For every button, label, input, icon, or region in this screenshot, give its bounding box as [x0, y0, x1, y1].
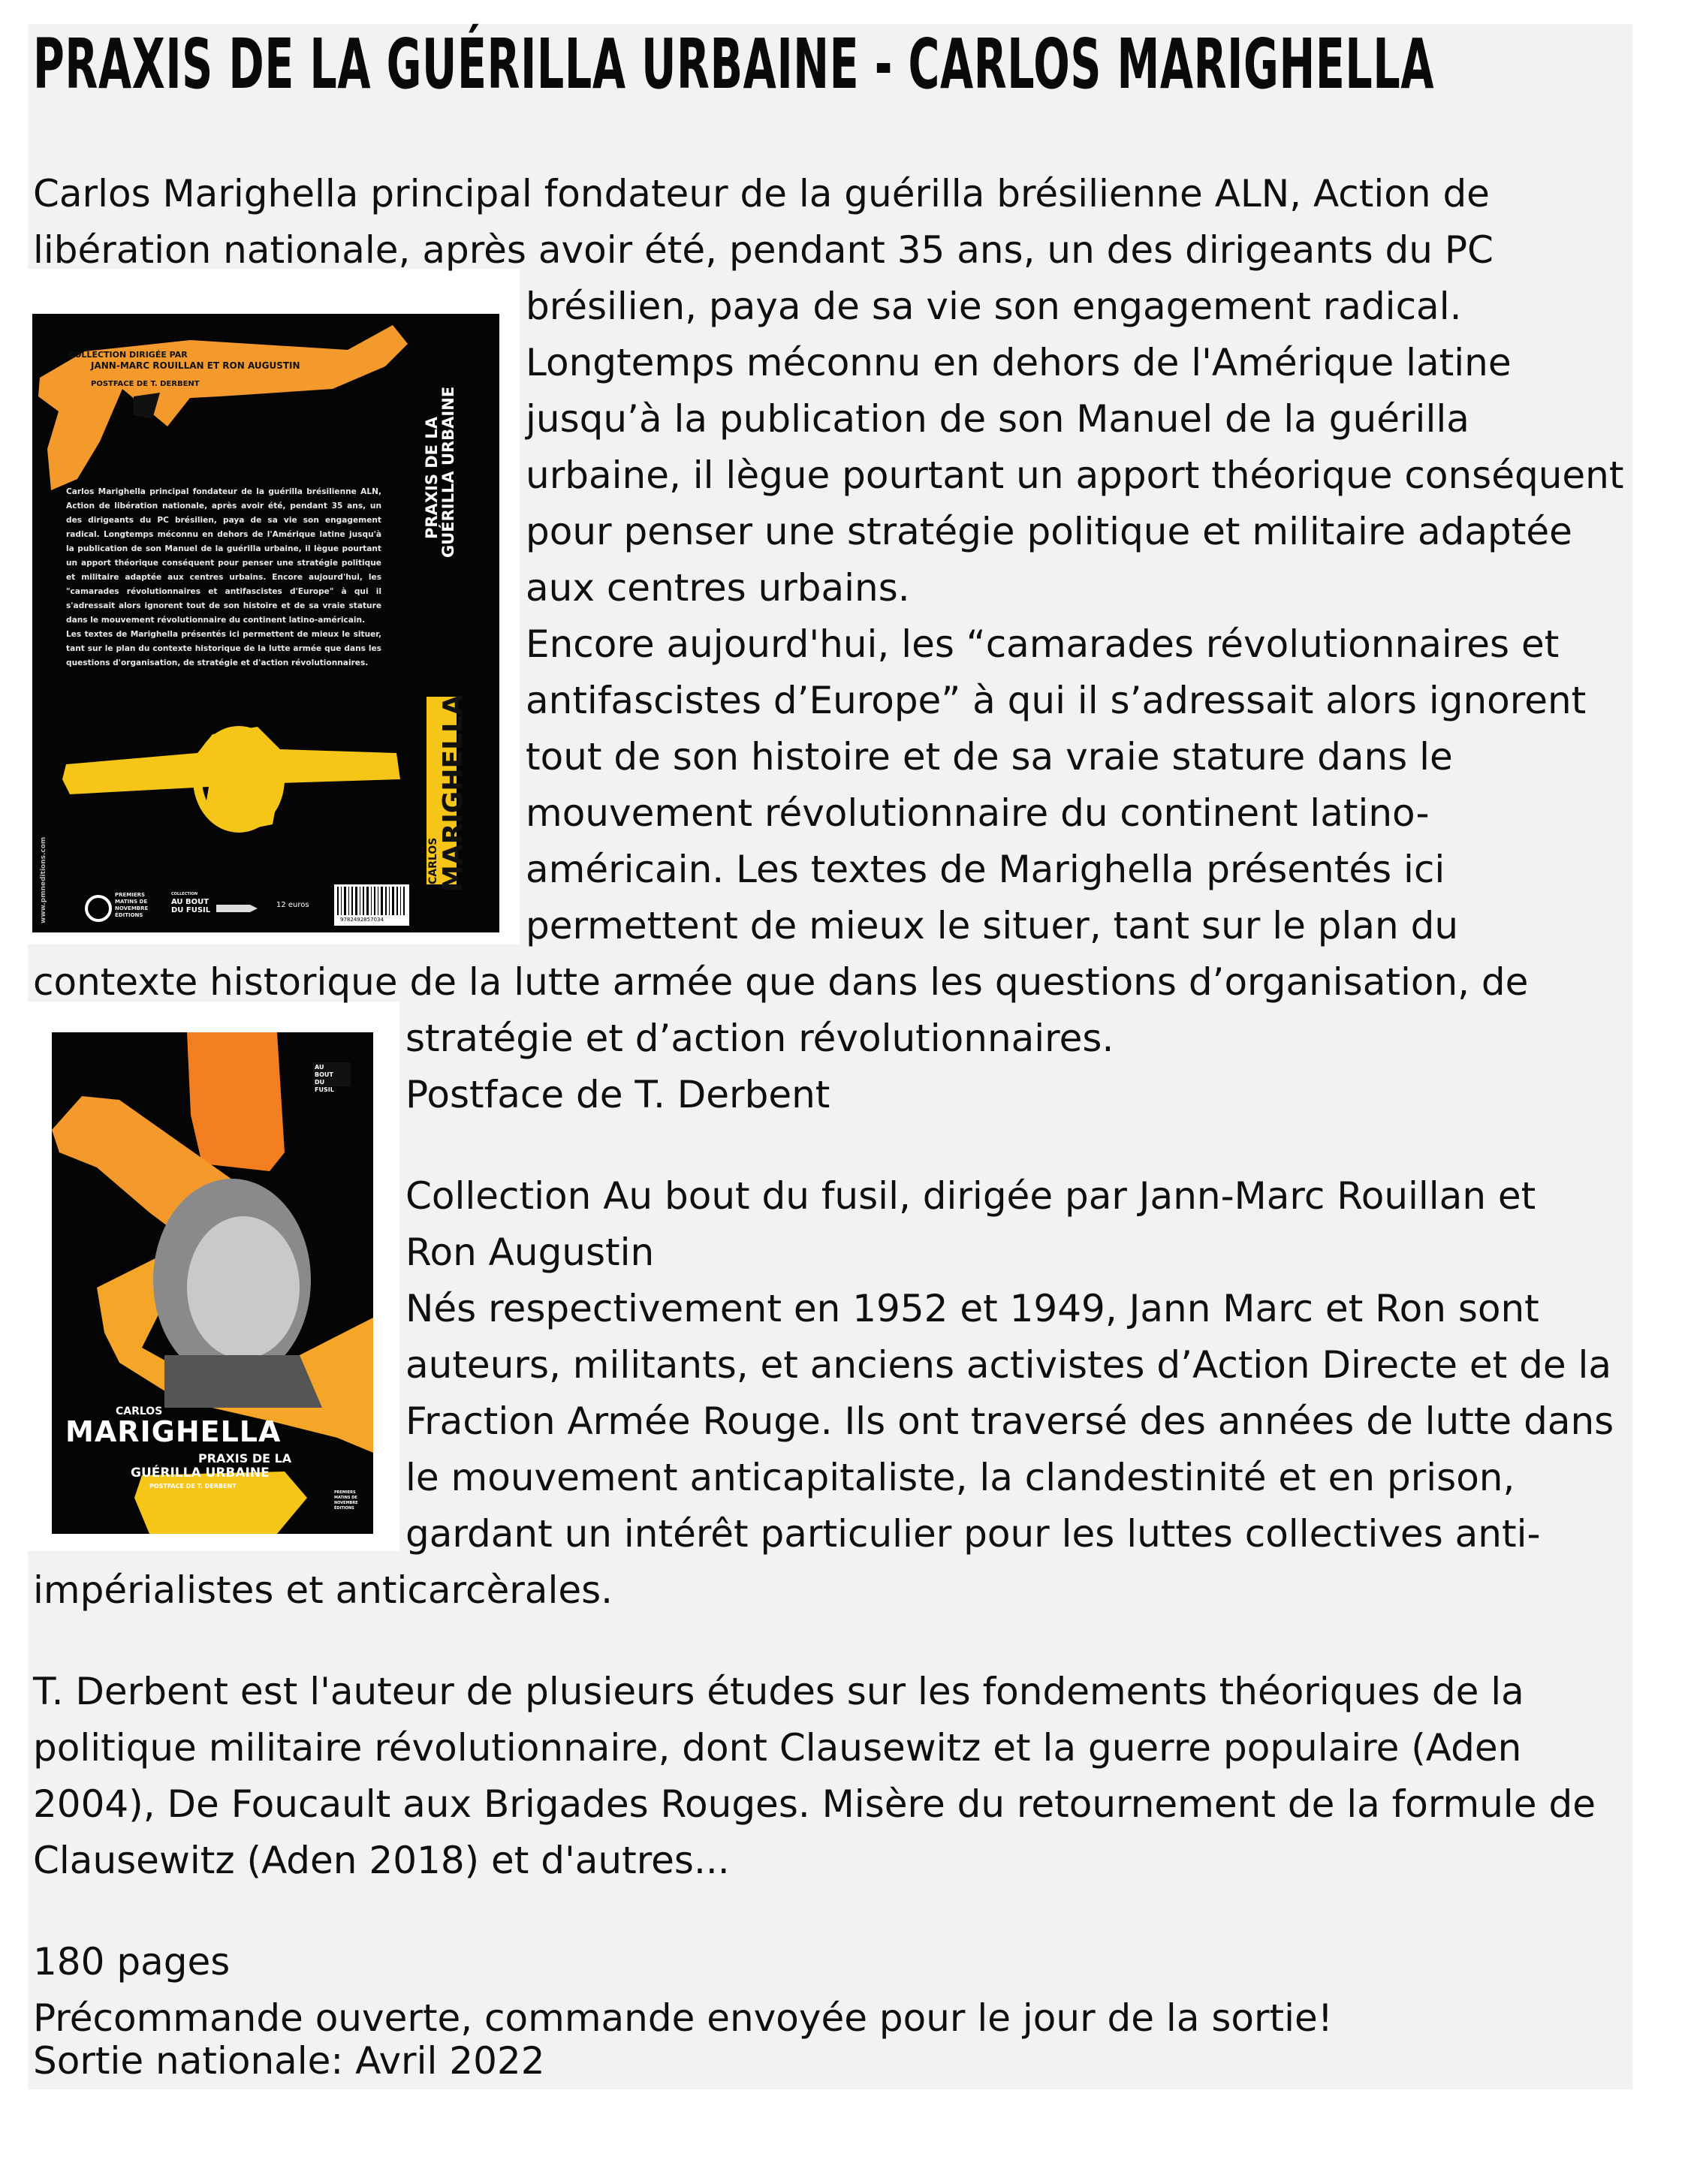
body-line: Encore aujourd'hui, les “camarades révolutionnaires et [526, 622, 1560, 666]
body-line: brésilien, paya de sa vie son engagement radical. [526, 285, 1462, 328]
body-line: Précommande ouverte, commande envoyée pour le jour de la sortie! [33, 1996, 1333, 2040]
body-line: Clausewitz (Aden 2018) et d'autres... [33, 1839, 730, 1882]
back-website: www.pmneditions.com [40, 836, 47, 923]
front-cover-image[interactable] [52, 1032, 373, 1534]
body-line: jusqu’à la publication de son Manuel de la guérilla [526, 397, 1469, 441]
back-collection-line1: COLLECTION DIRIGÉE PAR [68, 350, 188, 360]
portrait-face [187, 1216, 300, 1359]
body-line: impérialistes et anticarcèrales. [33, 1568, 613, 1612]
article-title: PRAXIS DE LA GUÉRILLA URBAINE - CARLOS MARIGHELLA [33, 24, 1435, 104]
back-blurb [66, 485, 381, 670]
body-line: Fraction Armée Rouge. Ils ont traversé des années de lutte dans [405, 1399, 1614, 1443]
back-isbn: 9782492857034 [340, 917, 384, 923]
yellow-brush-stroke [62, 727, 400, 832]
body-line: antifascistes d’Europe” à qui il s’adressait alors ignorent [526, 679, 1587, 722]
portrait-shoulders [164, 1355, 322, 1408]
back-blurb-p2: Les textes de Marighella présentés ici permettent de mieux le situer, tant sur le plan du contexte historique de la lutte armée que dans les questions d'organisation, de stratégie et d'action révolutionnaires. [66, 630, 381, 667]
spine-title-1: PRAXIS DE LA [423, 417, 441, 539]
body-line: urbaine, il lègue pourtant un apport théorique conséquent [526, 453, 1624, 497]
front-author-first: CARLOS [116, 1405, 163, 1417]
body-line: Sortie nationale: Avril 2022 [33, 2039, 545, 2083]
front-author-last: MARIGHELLA [65, 1415, 282, 1448]
back-collection-logo-small: COLLECTION [171, 892, 198, 896]
body-line: pour penser une stratégie politique et militaire adaptée [526, 510, 1572, 553]
body-line: gardant un intérêt particulier pour les luttes collectives anti- [405, 1512, 1541, 1556]
body-line: 2004), De Foucault aux Brigades Rouges. Misère du retournement de la formule de [33, 1782, 1596, 1826]
body-line: permettent de mieux le situer, tant sur le plan du [526, 904, 1459, 947]
back-price: 12 euros [276, 901, 309, 909]
body-line: aux centres urbains. [526, 566, 910, 610]
body-line: le mouvement anticapitaliste, la clandestinité et en prison, [405, 1456, 1515, 1499]
body-line: Longtemps méconnu en dehors de l'Amérique latine [526, 341, 1512, 384]
body-line: mouvement révolutionnaire du continent latino- [526, 791, 1430, 835]
front-publisher: PREMIERS MATINS DE NOVEMBRE ÉDITIONS [334, 1490, 358, 1511]
body-line: Nés respectivement en 1952 et 1949, Jann Marc et Ron sont [405, 1287, 1539, 1330]
body-line: politique militaire révolutionnaire, dont Clausewitz et la guerre populaire (Aden [33, 1726, 1522, 1770]
body-line: contexte historique de la lutte armée que dans les questions d’organisation, de [33, 960, 1529, 1004]
back-collection-logo: AU BOUT DU FUSIL [171, 898, 211, 914]
back-collection-line2: JANN-MARC ROUILLAN ET RON AUGUSTIN [91, 360, 300, 371]
front-title-2: GUÉRILLA URBAINE [131, 1466, 270, 1481]
yellow-lower-stroke [134, 1472, 307, 1534]
body-line: tout de son histoire et de sa vraie stature dans le [526, 735, 1453, 779]
spine-author-last: MARIGHELLA [438, 694, 469, 892]
body-line: libération nationale, après avoir été, pendant 35 ans, un des dirigeants du PC [33, 228, 1494, 272]
front-title-1: PRAXIS DE LA [198, 1451, 292, 1466]
back-postface: POSTFACE DE T. DERBENT [91, 380, 200, 388]
publisher-logo-icon [86, 896, 110, 920]
back-blurb-p1: Carlos Marighella principal fondateur de la guérilla brésilienne ALN, Action de libération nationale, après avoir été, pendant 35 ans, un des dirigeants du PC brésilien, paya de sa vie son engagement radical. Longtemps méconnu en dehors de l'Amérique latine jusqu'à la publication de son Manuel de la guérilla urbaine, il lègue pourtant un apport théorique conséquent pour penser une stratégie politique et militaire adaptée aux centres urbains. Encore aujourd'hui, les "camarades révolutionnaires et antifascistes d'Europe" à qui il s'adressait alors ignorent tout de son histoire et de sa vraie stature dans le mouvement révolutionnaire du continent latino-américain. [66, 487, 381, 625]
front-postface: POSTFACE DE T. DERBENT [149, 1483, 237, 1490]
back-publisher: PREMIERS MATINS DE NOVEMBRE ÉDITIONS [115, 892, 149, 918]
front-collection-logo: AU BOUT DU FUSIL [315, 1064, 334, 1093]
body-line: T. Derbent est l'auteur de plusieurs études sur les fondements théoriques de la [33, 1670, 1524, 1713]
body-line: 180 pages [33, 1940, 231, 1984]
body-line: stratégie et d’action révolutionnaires. [405, 1017, 1114, 1060]
body-line: Collection Au bout du fusil, dirigée par Jann-Marc Rouillan et [405, 1174, 1536, 1218]
spine-title-2: GUÉRILLA URBAINE [439, 386, 457, 558]
body-line: auteurs, militants, et anciens activistes d’Action Directe et de la [405, 1343, 1612, 1387]
bullet-icon [216, 905, 258, 912]
orange-vertical-stroke [187, 1032, 285, 1171]
body-line: Carlos Marighella principal fondateur de la guérilla brésilienne ALN, Action de [33, 172, 1490, 215]
back-cover-image[interactable] [32, 314, 499, 932]
body-line: Ron Augustin [405, 1231, 655, 1274]
body-line: Postface de T. Derbent [405, 1073, 830, 1116]
spine-author-first: CARLOS [427, 837, 439, 884]
body-line: américain. Les textes de Marighella présentés ici [526, 848, 1445, 891]
